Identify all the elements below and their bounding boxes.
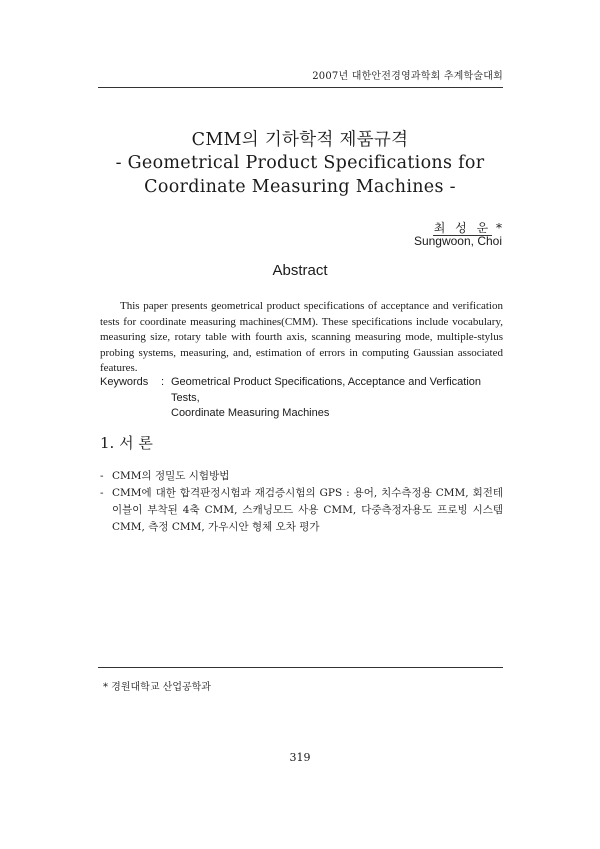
list-item-text: CMM에 대한 합격판정시험과 재검증시험의 GPS : 용어, 치수측정용 CMM, 회전테이블이 부착된 4축 CMM, 스캐닝모드 사용 CMM, 다중측정자용도 프로빙 시스템 CMM, 측정 CMM, 가우시안 형체 오차 평가 — [112, 487, 503, 533]
footnote-rule — [98, 667, 503, 668]
keywords-line2: Coordinate Measuring Machines — [171, 407, 330, 419]
header-rule — [98, 87, 503, 88]
list-item: - CMM에 대한 합격판정시험과 재검증시험의 GPS : 용어, 치수측정용 CMM, 회전테이블이 부착된 4축 CMM, 스캐닝모드 사용 CMM, 다중측정자용도 프로빙 시스템 CMM, 측정 CMM, 가우시안 형체 오차 평가 — [100, 485, 503, 536]
abstract-body — [100, 299, 503, 377]
keywords-label: Keywords — [100, 376, 149, 388]
paper-title-english-line2: Coordinate Measuring Machines - — [144, 177, 456, 197]
page-number: 319 — [289, 751, 311, 764]
footnote-affiliation: * 경원대학교 산업공학과 — [103, 682, 211, 693]
list-item: - CMM의 정밀도 시험방법 — [100, 468, 503, 485]
author-english: Sungwoon, Choi — [413, 234, 502, 248]
abstract-text: This paper presents geometrical product specifications of acceptance and verification tests for coordinate measuring machines(CMM). These specifications include vocabulary, measuring size, rotary table with fourth axis, scanning measuring mode, multiple-stylus probing systems, measuring, and, estimation of errors in computing Gaussian associated features. — [100, 300, 503, 374]
keywords-separator: : — [161, 376, 165, 388]
list-item-text: CMM의 정밀도 시험방법 — [112, 470, 230, 482]
paper-title-english-line1: - Geometrical Product Specifications for — [115, 153, 485, 173]
introduction-list — [100, 468, 503, 536]
paper-title-korean: CMM의 기하학적 제품규격 — [191, 130, 409, 150]
keywords-line1: Geometrical Product Specifications, Acceptance and Verfication Tests, — [171, 376, 482, 404]
author-name-korean: 최 성 운 — [433, 221, 492, 235]
conference-header: 2007년 대한안전경영과학회 추계학술대회 — [312, 71, 503, 82]
section-heading-introduction: 1. 서 론 — [100, 434, 153, 452]
keywords-block — [100, 375, 505, 422]
affiliation-mark: * — [492, 221, 502, 235]
abstract-heading: Abstract — [272, 262, 328, 279]
